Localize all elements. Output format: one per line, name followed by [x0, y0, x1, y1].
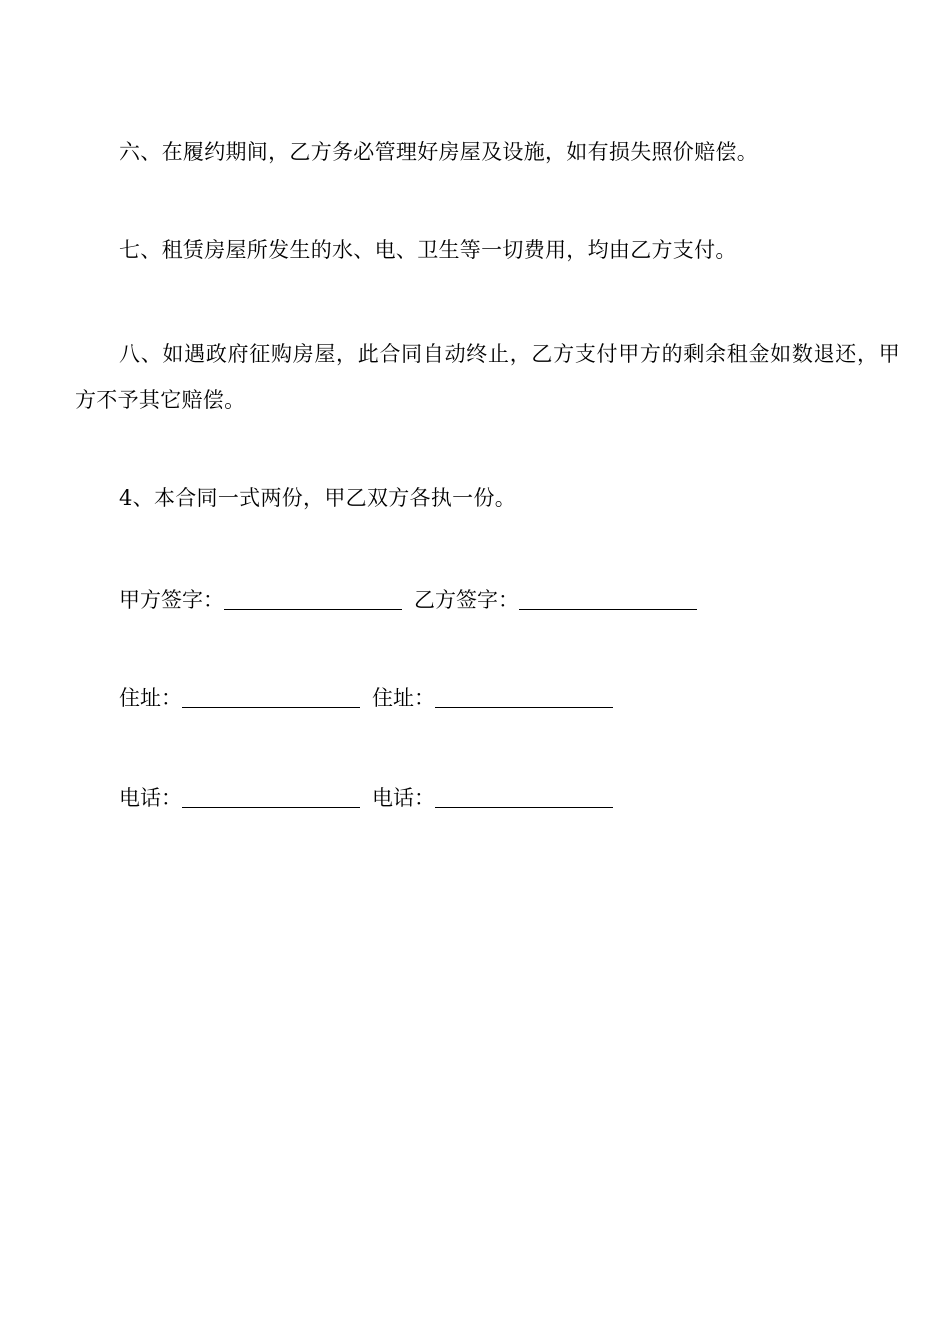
clause-copies: 4、本合同一式两份，甲乙双方各执一份。: [119, 486, 517, 510]
party-a-signature-label: 甲方签字：: [119, 588, 224, 612]
party-b-phone-blank: [435, 778, 613, 808]
party-b-signature-blank: [519, 580, 697, 610]
party-b-address-blank: [435, 678, 613, 708]
party-b-phone-label: 电话：: [372, 786, 435, 810]
party-a-phone-blank: [182, 778, 360, 808]
signature-row: [119, 580, 697, 620]
party-b-signature-label: 乙方签字：: [414, 588, 519, 612]
clause-eight: 八、如遇政府征购房屋，此合同自动终止，乙方支付甲方的剩余租金如数退还，甲方不予其它赔偿。: [75, 342, 900, 412]
party-a-phone-label: 电话：: [119, 786, 182, 810]
clause-six: 六、在履约期间，乙方务必管理好房屋及设施，如有损失照价赔偿。: [119, 140, 758, 164]
party-a-address-label: 住址：: [119, 686, 182, 710]
phone-row: [119, 778, 613, 818]
party-a-address-blank: [182, 678, 360, 708]
party-b-address-label: 住址：: [372, 686, 435, 710]
party-a-signature-blank: [224, 580, 402, 610]
clause-seven: 七、租赁房屋所发生的水、电、卫生等一切费用，均由乙方支付。: [119, 238, 737, 262]
address-row: [119, 678, 613, 718]
